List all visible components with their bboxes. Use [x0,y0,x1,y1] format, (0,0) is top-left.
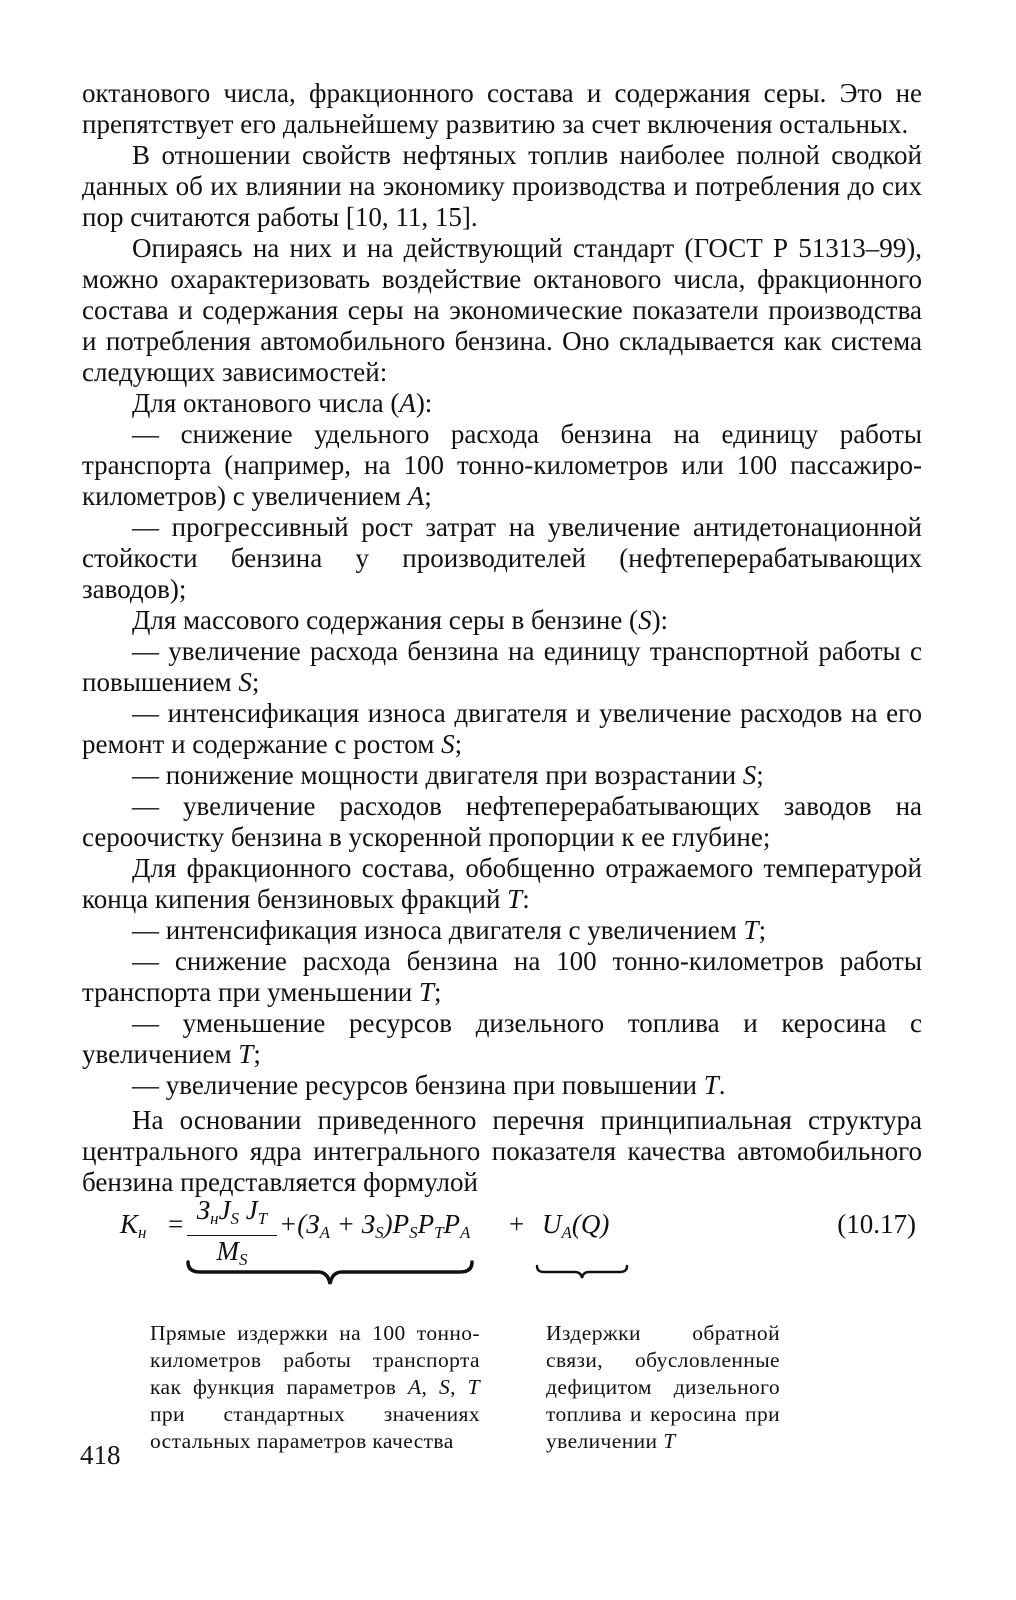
body-text [82,78,922,1198]
paragraph: На основании приведенного перечня принципиальная структура центрального ядра интегрального показателя качества автомобильного бензина представляется формулой [82,1105,922,1197]
formula-plus: + [509,1209,525,1239]
paragraph: — снижение расхода бензина на 100 тонно-километров работы транспорта при уменьшении T; [82,946,922,1007]
paragraph: Опираясь на них и на действующий стандарт (ГОСТ Р 51313–99), можно охарактеризовать воздействие октанового числа, фракционного состава и содержания серы на экономические показатели производства и потребления автомобильного бензина. Оно складывается как система следующих зависимостей: [82,233,922,387]
formula-u-term: $U_A(Q)$ [542,1209,610,1242]
paragraph: — прогрессивный рост затрат на увеличение антидетонационной стойкости бензина у производителей (нефтеперерабатывающих заводов); [82,512,922,604]
paragraph: — увеличение расхода бензина на единицу транспортной работы с повышением S; [82,636,922,697]
equation-number: (10.17) [837,1209,916,1239]
formula-numerator: $З_нJ_S$ $J_T$ [187,1195,277,1236]
formula-rest: $+(З_A + З_S)P_SP_TP_A$ [279,1209,471,1242]
formula-equals: = [168,1209,184,1239]
paragraph: Для октанового числа (A): [132,388,433,418]
note-direct-costs: Прямые издержки на 100 тонно-километров работы транспорта как функция параметров A, S, T при стандартных значениях остальных параметров качества [150,1321,480,1453]
formula-lhs: $K_н$ [120,1209,147,1242]
formula-10-17 [82,1195,922,1295]
paragraph: — увеличение расходов нефтеперерабатывающих заводов на сероочистку бензина в ускоренной пропорции к ее глубине; [82,791,922,852]
paragraph: Для фракционного состава, обобщенно отражаемого температурой конца кипения бензиновых фракций T: [82,853,922,914]
formula-fraction [187,1195,277,1275]
paragraph: — интенсификация износа двигателя с увеличением T; [132,915,767,945]
paragraph: В отношении свойств нефтяных топлив наиболее полной сводкой данных об их влиянии на экономику производства и потребления до сих пор считаются работы [10, 11, 15]. [82,140,922,232]
paragraph: — уменьшение ресурсов дизельного топлива и керосина с увеличением T; [82,1008,922,1069]
paragraph: — интенсификация износа двигателя и увеличение расходов на его ремонт и содержание с ростом S; [82,698,922,759]
paragraph: — увеличение ресурсов бензина при повышении T. [132,1070,726,1100]
note-feedback-costs: Издержки обратной связи, обусловленные дефицитом дизельного топлива и керосина при увеличении T [546,1321,780,1453]
page-number: 418 [80,1440,121,1470]
paragraph: Для массового содержания серы в бензине (S): [132,605,669,635]
formula-denominator: $M_S$ [216,1236,248,1269]
paragraph: — понижение мощности двигателя при возрастании S; [132,760,764,790]
paragraph: — снижение удельного расхода бензина на единицу работы транспорта (например, на 100 тонно-километров или 100 пассажиро-километров) с увеличением A; [82,419,922,511]
paragraph: октанового числа, фракционного состава и содержания серы. Это не препятствует его дальнейшему развитию за счет включения остальных. [82,78,922,139]
